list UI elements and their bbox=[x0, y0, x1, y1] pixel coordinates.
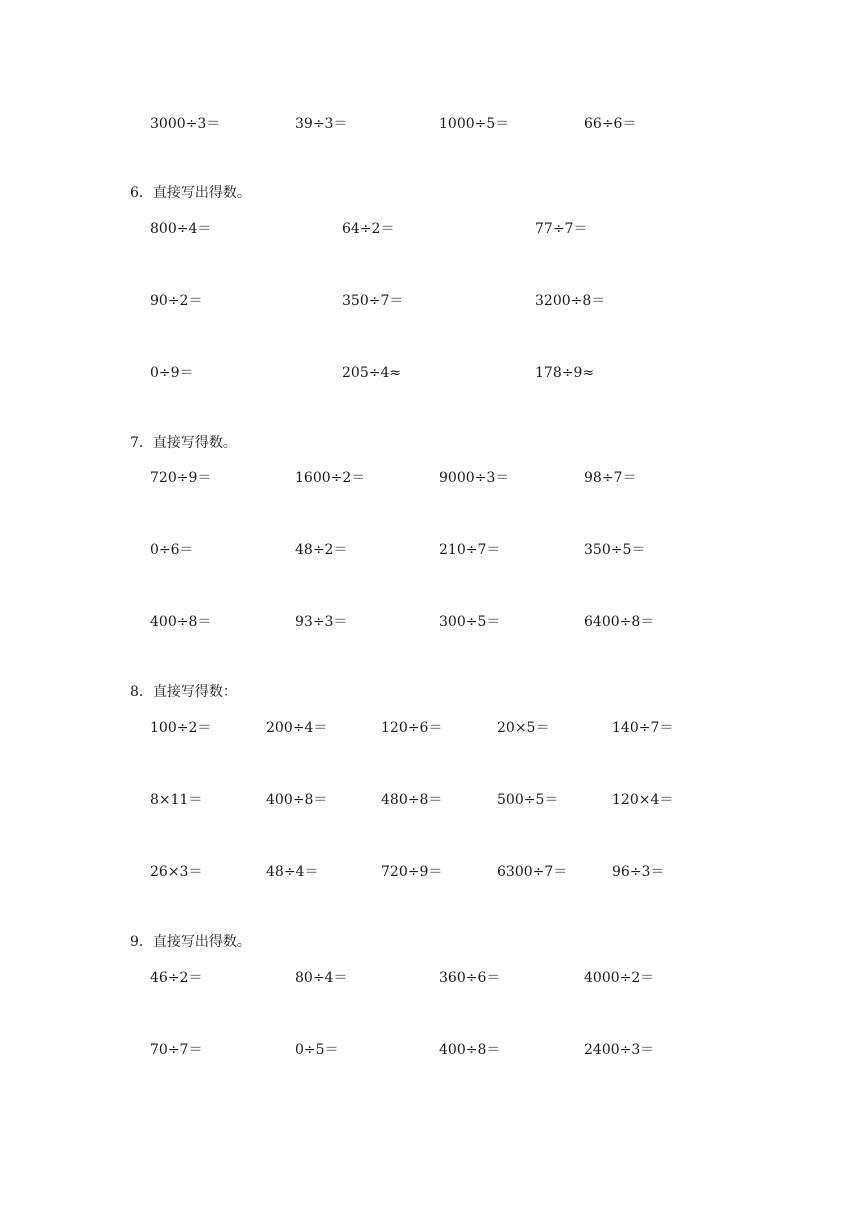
problem: 720÷9＝ bbox=[150, 470, 212, 486]
problem: 120×4＝ bbox=[612, 792, 674, 808]
problem: 3000÷3＝ bbox=[150, 116, 221, 132]
problem: 720÷9＝ bbox=[381, 864, 443, 880]
problem: 39÷3＝ bbox=[295, 116, 348, 132]
problem: 48÷4＝ bbox=[266, 864, 319, 880]
problem: 46÷2＝ bbox=[150, 970, 203, 986]
section-8-heading: 8．直接写得数： bbox=[130, 684, 237, 700]
problem: 205÷4≈ bbox=[342, 365, 402, 381]
problem: 800÷4＝ bbox=[150, 221, 212, 237]
section-9-heading: 9．直接写出得数。 bbox=[130, 934, 251, 950]
problem: 3200÷8＝ bbox=[535, 293, 606, 309]
problem: 120÷6＝ bbox=[381, 720, 443, 736]
problem: 64÷2＝ bbox=[342, 221, 395, 237]
problem: 400÷8＝ bbox=[150, 614, 212, 630]
problem: 80÷4＝ bbox=[295, 970, 348, 986]
problem: 300÷5＝ bbox=[439, 614, 501, 630]
problem: 140÷7＝ bbox=[612, 720, 674, 736]
problem: 77÷7＝ bbox=[535, 221, 588, 237]
section-6-heading: 6．直接写出得数。 bbox=[130, 185, 251, 201]
problem: 480÷8＝ bbox=[381, 792, 443, 808]
problem: 0÷9＝ bbox=[150, 365, 194, 381]
problem: 48÷2＝ bbox=[295, 542, 348, 558]
problem: 66÷6＝ bbox=[584, 116, 637, 132]
problem: 100÷2＝ bbox=[150, 720, 212, 736]
problem: 98÷7＝ bbox=[584, 470, 637, 486]
problem: 2400÷3＝ bbox=[584, 1042, 655, 1058]
problem: 1000÷5＝ bbox=[439, 116, 510, 132]
problem: 500÷5＝ bbox=[497, 792, 559, 808]
problem: 96÷3＝ bbox=[612, 864, 665, 880]
problem: 90÷2＝ bbox=[150, 293, 203, 309]
problem: 360÷6＝ bbox=[439, 970, 501, 986]
problem: 6300÷7＝ bbox=[497, 864, 568, 880]
problem: 70÷7＝ bbox=[150, 1042, 203, 1058]
problem: 350÷5＝ bbox=[584, 542, 646, 558]
problem: 210÷7＝ bbox=[439, 542, 501, 558]
problem: 0÷6＝ bbox=[150, 542, 194, 558]
problem: 93÷3＝ bbox=[295, 614, 348, 630]
problem: 26×3＝ bbox=[150, 864, 203, 880]
problem: 1600÷2＝ bbox=[295, 470, 366, 486]
problem: 6400÷8＝ bbox=[584, 614, 655, 630]
problem: 0÷5＝ bbox=[295, 1042, 339, 1058]
section-7-heading: 7．直接写得数。 bbox=[130, 435, 237, 451]
problem: 400÷8＝ bbox=[439, 1042, 501, 1058]
problem: 350÷7＝ bbox=[342, 293, 404, 309]
problem: 20×5＝ bbox=[497, 720, 550, 736]
problem: 178÷9≈ bbox=[535, 365, 595, 381]
problem: 400÷8＝ bbox=[266, 792, 328, 808]
problem: 8×11＝ bbox=[150, 792, 203, 808]
problem: 4000÷2＝ bbox=[584, 970, 655, 986]
problem: 9000÷3＝ bbox=[439, 470, 510, 486]
problem: 200÷4＝ bbox=[266, 720, 328, 736]
